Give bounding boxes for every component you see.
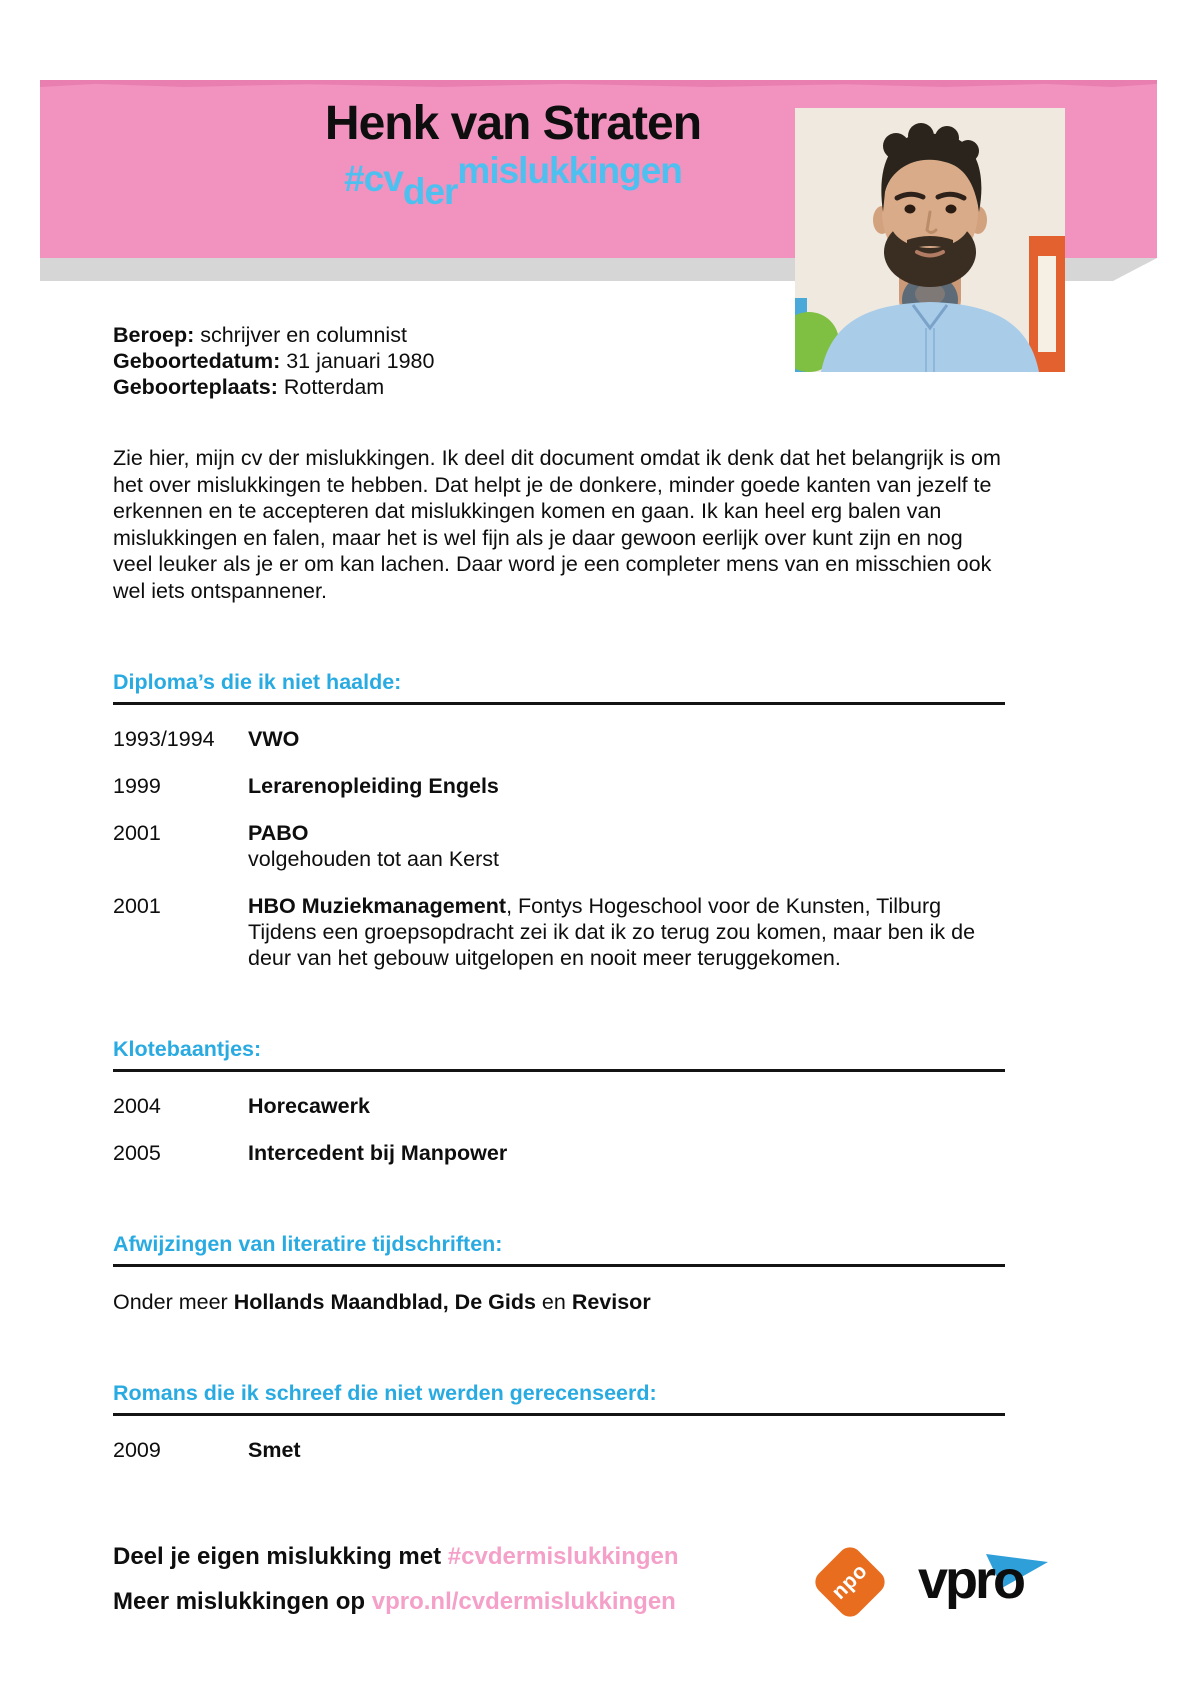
cv-section bbox=[113, 670, 1005, 971]
section-paragraph bbox=[113, 1289, 1005, 1315]
section-body bbox=[113, 1437, 1005, 1463]
entry-body bbox=[248, 726, 1005, 752]
entry-title: Intercedent bij Manpower bbox=[248, 1141, 508, 1165]
entry-title-line bbox=[248, 1093, 1005, 1119]
section-heading: Diploma’s die ik niet haalde: bbox=[113, 670, 402, 694]
entry-year: 2005 bbox=[113, 1141, 161, 1165]
npo-logo-icon bbox=[810, 1542, 889, 1621]
vpro-logo-label: vpro bbox=[918, 1550, 1024, 1610]
cv-section bbox=[113, 1381, 1005, 1463]
entry-title: HBO Muziekmanagement bbox=[248, 894, 507, 918]
vpro-campaign-link[interactable]: vpro.nl/cvdermislukkingen bbox=[371, 1588, 676, 1615]
cv-entry-row bbox=[113, 1140, 1005, 1166]
footer-line bbox=[113, 1534, 679, 1579]
section-body bbox=[113, 1093, 1005, 1166]
section-heading: Klotebaantjes: bbox=[113, 1037, 262, 1061]
section-body bbox=[113, 726, 1005, 971]
entry-body bbox=[248, 1093, 1005, 1119]
entry-title-suffix: , Fontys Hogeschool voor de Kunsten, Tilburg bbox=[506, 894, 942, 918]
entry-title: VWO bbox=[248, 727, 300, 751]
entry-title-line bbox=[248, 1437, 1005, 1463]
vpro-logo-icon bbox=[918, 1548, 1050, 1610]
cv-entry-row bbox=[113, 1093, 1005, 1119]
section-body bbox=[113, 1289, 1005, 1315]
profile-field-value: schrijver en columnist bbox=[194, 323, 407, 347]
paragraph-segment: Onder meer bbox=[113, 1290, 234, 1314]
section-heading: Romans die ik schreef die niet werden gerecenseerd: bbox=[113, 1381, 657, 1405]
cv-entry-row bbox=[113, 893, 1005, 971]
paragraph-segment: Revisor bbox=[571, 1290, 651, 1314]
footer-text: Meer mislukkingen op bbox=[113, 1588, 372, 1615]
banner-torn-edge bbox=[40, 80, 1157, 87]
page-title: Henk van Straten bbox=[324, 97, 702, 150]
hashtag-part-cv: #cv bbox=[344, 158, 403, 199]
entry-year: 2009 bbox=[113, 1438, 161, 1462]
entry-title-line bbox=[248, 893, 1005, 919]
entry-year: 2001 bbox=[113, 821, 161, 845]
entry-title: Horecawerk bbox=[248, 1094, 370, 1118]
entry-body bbox=[248, 1140, 1005, 1166]
profile-info bbox=[113, 322, 1005, 400]
paragraph-segment: Hollands Maandblad, De Gids bbox=[233, 1290, 536, 1314]
entry-title-line bbox=[248, 1140, 1005, 1166]
paragraph-segment: en bbox=[535, 1290, 572, 1314]
entry-title-line bbox=[248, 726, 1005, 752]
entry-title: PABO bbox=[248, 821, 309, 845]
section-divider bbox=[113, 1069, 1005, 1072]
entry-title: Smet bbox=[248, 1438, 301, 1462]
profile-field bbox=[113, 374, 1005, 400]
profile-field-value: Rotterdam bbox=[277, 375, 385, 399]
entry-year: 1999 bbox=[113, 774, 161, 798]
entry-title: Lerarenopleiding Engels bbox=[248, 774, 499, 798]
vpro-logo-graphic bbox=[918, 1548, 1050, 1610]
entry-body bbox=[248, 893, 1005, 971]
section-heading: Afwijzingen van literatire tijdschriften: bbox=[113, 1232, 503, 1256]
profile-field-label: Geboorteplaats: bbox=[113, 375, 278, 399]
entry-body bbox=[248, 773, 1005, 799]
cv-section bbox=[113, 1037, 1005, 1166]
profile-field bbox=[113, 348, 1005, 374]
cv-entry-row bbox=[113, 726, 1005, 752]
header-banner bbox=[40, 80, 1157, 281]
entry-description: volgehouden tot aan Kerst bbox=[248, 847, 500, 871]
hashtag-part-mislukkingen: mislukkingen bbox=[457, 150, 682, 191]
profile-field-value: 31 januari 1980 bbox=[280, 349, 435, 373]
intro-paragraph: Zie hier, mijn cv der mislukkingen. Ik deel dit document omdat ik denk dat het belangrijk is om het over mislukkingen te hebben. Dat helpt je de donkere, minder goede kanten van jezelf te erkennen en te accepteren dat mislukkingen komen en gaan. Ik kan heel erg balen van mislukkingen en falen, maar het is wel fijn als je daar gewoon eerlijk over kunt zijn en nog veel leuker als je er om kan lachen. Daar word je een completer mens van en misschien ook wel iets ontspannener. bbox=[113, 446, 1001, 603]
document-body bbox=[113, 322, 1005, 1463]
cv-entry-row bbox=[113, 820, 1005, 872]
footer bbox=[113, 1534, 1050, 1624]
entry-description: Tijdens een groepsopdracht zei ik dat ik zo terug zou komen, maar ben ik de deur van het gebouw uitgelopen en nooit meer teruggekomen. bbox=[248, 920, 976, 970]
npo-logo-label: npo bbox=[827, 1559, 872, 1604]
entry-title-line bbox=[248, 773, 1005, 799]
cv-entry-row bbox=[113, 1437, 1005, 1463]
entry-year: 2004 bbox=[113, 1094, 161, 1118]
footer-hashtag: #cvdermislukkingen bbox=[447, 1543, 679, 1570]
section-divider bbox=[113, 1264, 1005, 1267]
profile-field bbox=[113, 322, 1005, 348]
entry-body bbox=[248, 1437, 1005, 1463]
profile-field-label: Beroep: bbox=[113, 323, 195, 347]
section-divider bbox=[113, 1413, 1005, 1416]
footer-text: Deel je eigen mislukking met bbox=[113, 1543, 448, 1570]
cv-section bbox=[113, 1232, 1005, 1315]
profile-field-label: Geboortedatum: bbox=[113, 349, 281, 373]
entry-year: 2001 bbox=[113, 894, 161, 918]
footer-text-block bbox=[113, 1534, 679, 1624]
cv-entry-row bbox=[113, 773, 1005, 799]
entry-year: 1993/1994 bbox=[113, 727, 215, 751]
footer-line bbox=[113, 1579, 679, 1624]
section-divider bbox=[113, 702, 1005, 705]
sections-list bbox=[113, 670, 1005, 1463]
hashtag-part-der: der bbox=[402, 171, 458, 212]
entry-title-line bbox=[248, 820, 1005, 846]
entry-body bbox=[248, 820, 1005, 872]
footer-logos bbox=[822, 1548, 1050, 1610]
